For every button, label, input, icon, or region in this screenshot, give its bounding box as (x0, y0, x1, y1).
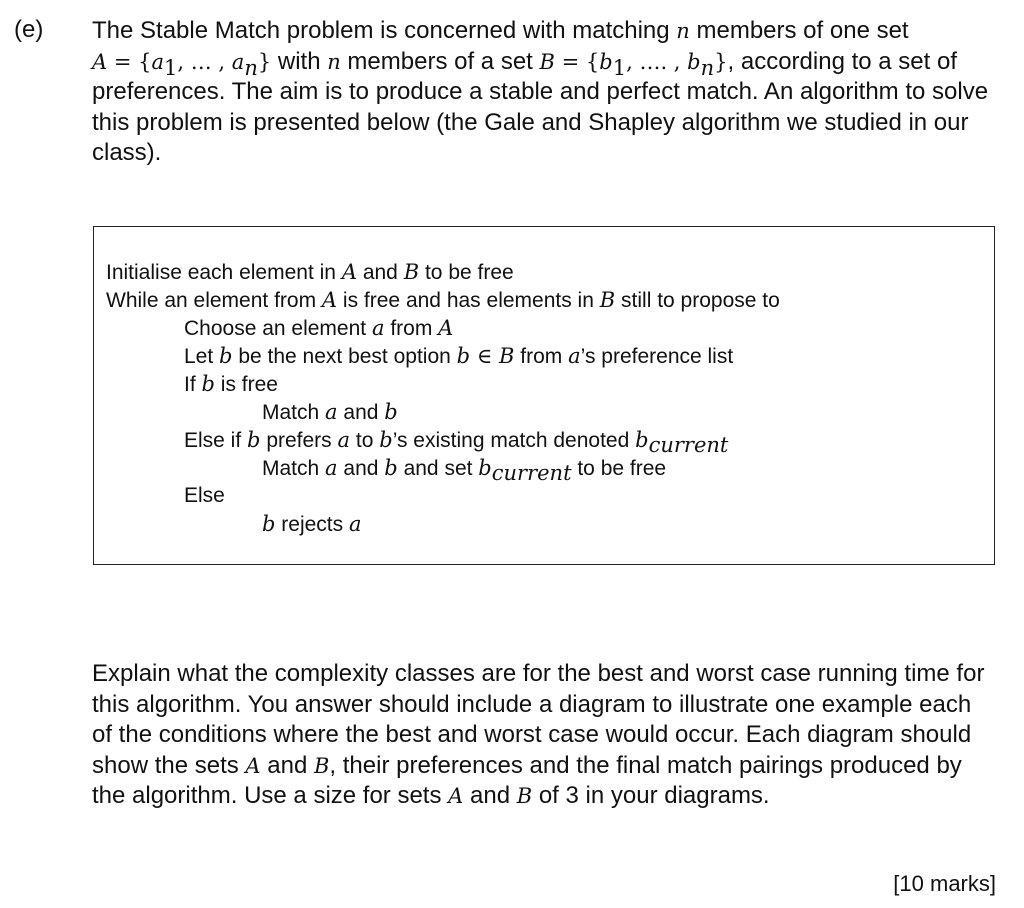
marks-label: [10 marks] (893, 871, 996, 896)
intro-paragraph: The Stable Match problem is concerned with matching n members of one set $A = \{a_1$, … , $a_n$} with n members of a set $B = \{b_1$, …. , $b_n$}, according to a set of preferences. The aim is to produce a stable and perfect match. An algorithm to solve this problem is presented below (the Gale and Shapley algorithm we studied in our class). (92, 17, 989, 166)
question-label: (e) (14, 16, 44, 43)
algorithm-pseudocode (106, 258, 780, 538)
algo-line-8: Match a and b and set $b_{current}$ to be free (262, 456, 667, 486)
algo-line-1: Initialise each element in A and B to be free (106, 260, 514, 284)
algo-line-5: If b is free (184, 372, 278, 396)
algo-line-7: Else if b prefers a to b’s existing match denoted $b_{current}$ (184, 428, 729, 458)
algo-line-9: Else (184, 484, 225, 507)
algorithm-box (93, 226, 995, 565)
algo-line-4: Let b be the next best option b ∈ B from a’s preference list (184, 344, 734, 368)
algo-line-6: Match a and b (262, 400, 398, 424)
task-paragraph: Explain what the complexity classes are for the best and worst case running time for this algorithm. You answer should include a diagram to illustrate one example each of the conditions where the best and worst case would occur. Each diagram should show the sets A and B, their preferences and the final match pairings produced by the algorithm. Use a size for sets A and B of 3 in your diagrams. (92, 660, 985, 809)
algo-line-3: Choose an element a from A (184, 316, 454, 340)
algo-line-2: While an element from A is free and has elements in B still to propose to (106, 288, 780, 312)
algo-line-10: b rejects a (262, 512, 362, 536)
